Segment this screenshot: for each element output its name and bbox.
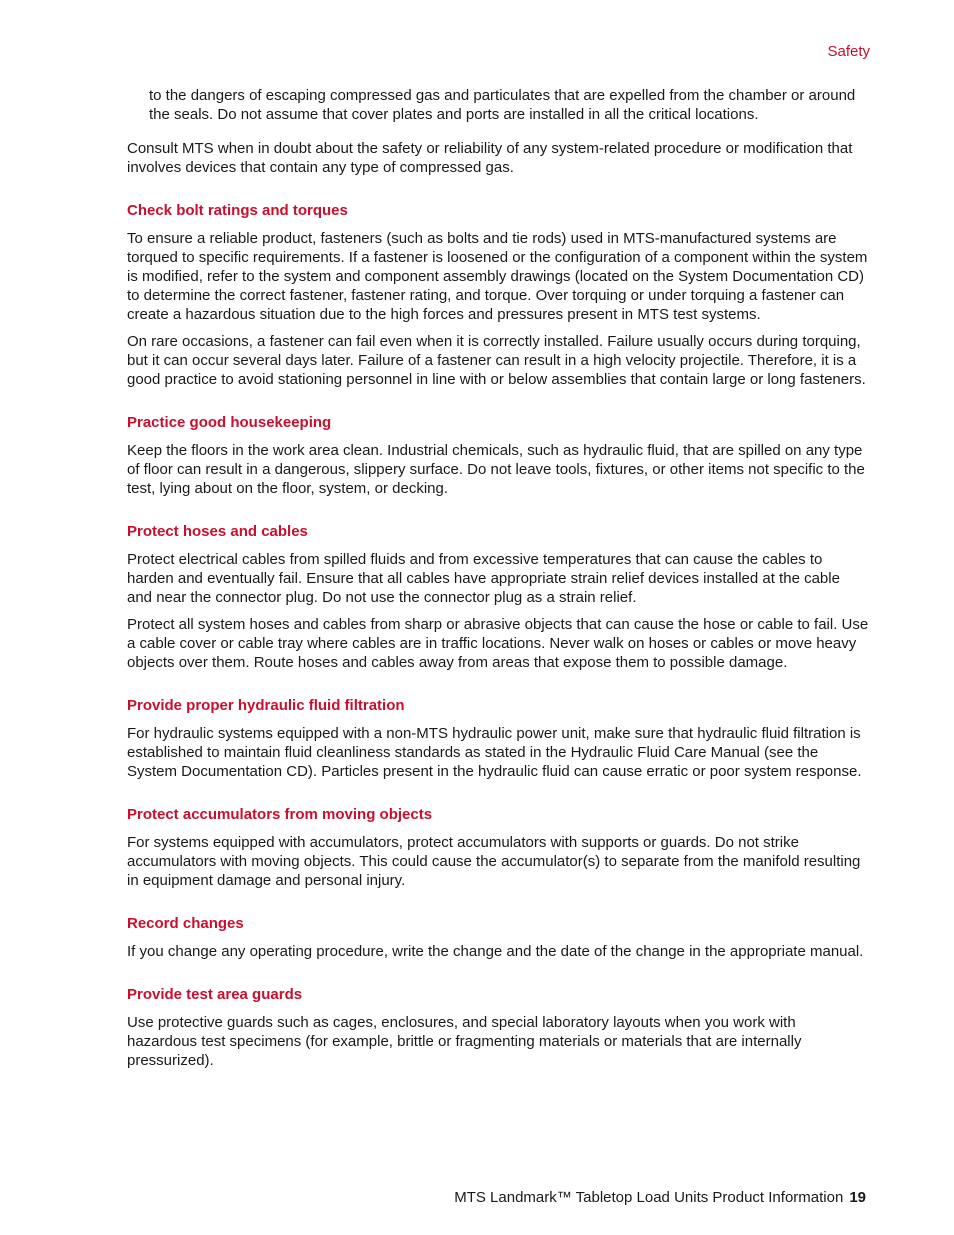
heading-record-changes: Record changes	[127, 915, 244, 932]
continuation-paragraph: to the dangers of escaping compressed gas and particulates that are expelled from the chamber or around the seals. Do not assume that cover plates and ports are installed in all the critical locations.	[149, 87, 856, 123]
heading-test-area-guards: Provide test area guards	[127, 986, 303, 1003]
paragraph: Protect all system hoses and cables from sharp or abrasive objects that can cause the hose or cable to fail. Use a cable cover or cable tray where cables are in traffic locations. Never walk on hoses or cables or move heavy objects over them. Route hoses and cables away from areas that expose them to possible damage.	[127, 616, 869, 671]
heading-protect-hoses-cables: Protect hoses and cables	[127, 523, 308, 540]
paragraph: To ensure a reliable product, fasteners (such as bolts and tie rods) used in MTS-manufactured systems are torqued to specific requirements. If a fastener is loosened or the configuration of a component within the system is modified, refer to the system and component assembly drawings (located on the System Documentation CD) to determine the correct fastener, fastener rating, and torque. Over torquing or under torquing a fastener can create a hazardous situation due to the high forces and pressures present in MTS test systems.	[127, 230, 868, 323]
consult-paragraph: Consult MTS when in doubt about the safety or reliability of any system-related procedure or modification that involves devices that contain any type of compressed gas.	[127, 140, 853, 176]
heading-hydraulic-filtration: Provide proper hydraulic fluid filtration	[127, 697, 405, 714]
paragraph: On rare occasions, a fastener can fail even when it is correctly installed. Failure usually occurs during torquing, but it can occur several days later. Failure of a fastener can result in a high velocity projectile. Therefore, it is a good practice to avoid stationing personnel in line with or below assemblies that contain large or long fasteners.	[127, 333, 866, 388]
heading-practice-housekeeping: Practice good housekeeping	[127, 414, 332, 431]
running-header-section: Safety	[827, 43, 870, 60]
paragraph: Use protective guards such as cages, enclosures, and special laboratory layouts when you work with hazardous test specimens (for example, brittle or fragmenting materials or materials that are internally pressurized).	[127, 1014, 802, 1069]
page-number: 19	[849, 1189, 866, 1206]
footer-document-title: MTS Landmark™ Tabletop Load Units Product Information	[454, 1189, 844, 1206]
paragraph: For hydraulic systems equipped with a non-MTS hydraulic power unit, make sure that hydraulic fluid filtration is established to maintain fluid cleanliness standards as stated in the Hydraulic Fluid Care Manual (see the System Documentation CD). Particles present in the hydraulic fluid can cause erratic or poor system response.	[127, 725, 862, 780]
heading-protect-accumulators: Protect accumulators from moving objects	[127, 806, 433, 823]
paragraph: Keep the floors in the work area clean. Industrial chemicals, such as hydraulic fluid, that are spilled on any type of floor can result in a dangerous, slippery surface. Do not leave tools, fixtures, or other items not specific to the test, lying about on the floor, system, or decking.	[127, 442, 865, 497]
page-footer	[454, 1189, 866, 1206]
paragraph: For systems equipped with accumulators, protect accumulators with supports or guards. Do not strike accumulators with moving objects. This could cause the accumulator(s) to separate from the manifold resulting in equipment damage and personal injury.	[127, 834, 861, 889]
paragraph: If you change any operating procedure, write the change and the date of the change in the appropriate manual.	[127, 943, 864, 960]
page-body	[127, 86, 869, 1078]
paragraph: Protect electrical cables from spilled fluids and from excessive temperatures that can cause the cables to harden and eventually fail. Ensure that all cables have appropriate strain relief devices installed at the cable and near the connector plug. Do not use the connector plug as a strain relief.	[127, 551, 840, 606]
heading-check-bolt-ratings: Check bolt ratings and torques	[127, 202, 348, 219]
